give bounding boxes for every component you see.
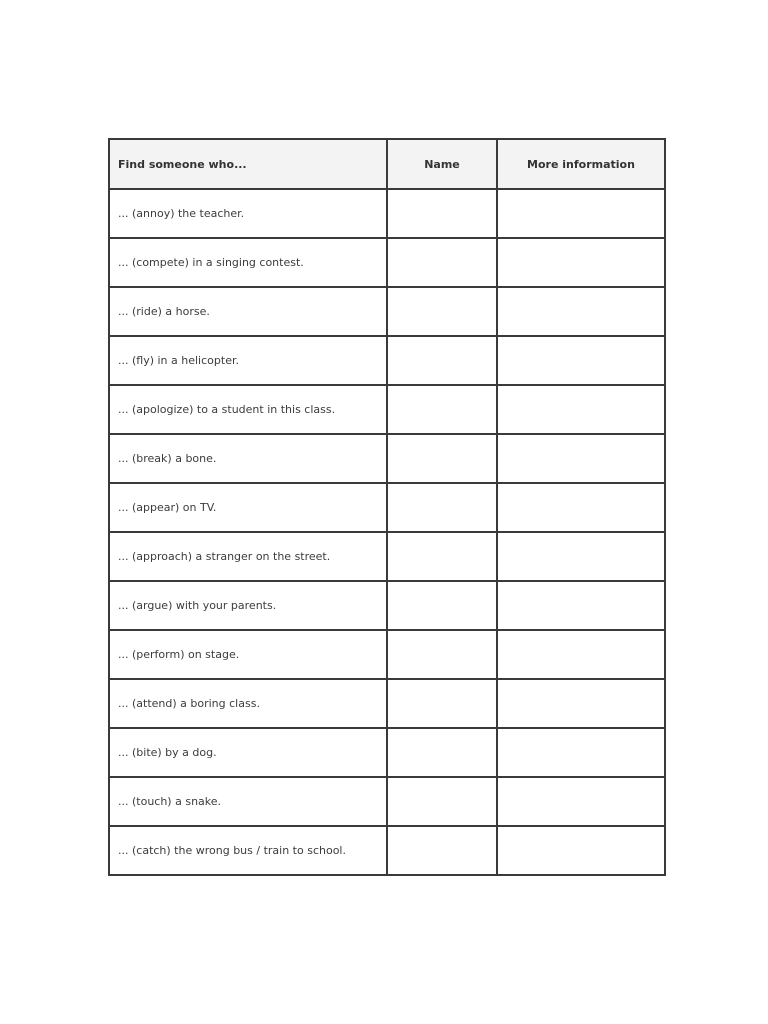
more-information-cell[interactable] <box>497 728 665 777</box>
table-row <box>109 777 665 826</box>
header-name: Name <box>387 139 497 189</box>
name-cell[interactable] <box>387 630 497 679</box>
more-information-cell[interactable] <box>497 385 665 434</box>
table-row <box>109 826 665 875</box>
more-information-cell[interactable] <box>497 826 665 875</box>
more-information-cell[interactable] <box>497 679 665 728</box>
prompt-cell: ... (touch) a snake. <box>109 777 387 826</box>
header-prompt: Find someone who... <box>109 139 387 189</box>
more-information-cell[interactable] <box>497 287 665 336</box>
name-cell[interactable] <box>387 679 497 728</box>
table-row <box>109 581 665 630</box>
prompt-cell: ... (annoy) the teacher. <box>109 189 387 238</box>
name-cell[interactable] <box>387 777 497 826</box>
prompt-cell: ... (perform) on stage. <box>109 630 387 679</box>
more-information-cell[interactable] <box>497 581 665 630</box>
table-row <box>109 728 665 777</box>
prompt-cell: ... (bite) by a dog. <box>109 728 387 777</box>
name-cell[interactable] <box>387 238 497 287</box>
prompt-cell: ... (attend) a boring class. <box>109 679 387 728</box>
name-cell[interactable] <box>387 189 497 238</box>
table-body <box>109 189 665 875</box>
prompt-cell: ... (break) a bone. <box>109 434 387 483</box>
name-cell[interactable] <box>387 826 497 875</box>
prompt-cell: ... (compete) in a singing contest. <box>109 238 387 287</box>
name-cell[interactable] <box>387 287 497 336</box>
table-row <box>109 189 665 238</box>
more-information-cell[interactable] <box>497 189 665 238</box>
table-row <box>109 532 665 581</box>
name-cell[interactable] <box>387 532 497 581</box>
prompt-cell: ... (fly) in a helicopter. <box>109 336 387 385</box>
prompt-cell: ... (appear) on TV. <box>109 483 387 532</box>
table-row <box>109 434 665 483</box>
name-cell[interactable] <box>387 483 497 532</box>
prompt-cell: ... (approach) a stranger on the street. <box>109 532 387 581</box>
more-information-cell[interactable] <box>497 336 665 385</box>
table-row <box>109 287 665 336</box>
table-row <box>109 679 665 728</box>
name-cell[interactable] <box>387 336 497 385</box>
table-row <box>109 385 665 434</box>
table-row <box>109 483 665 532</box>
name-cell[interactable] <box>387 434 497 483</box>
prompt-cell: ... (apologize) to a student in this class. <box>109 385 387 434</box>
find-someone-who-table <box>108 138 666 876</box>
header-more-information: More information <box>497 139 665 189</box>
header-row <box>109 139 665 189</box>
table-row <box>109 238 665 287</box>
more-information-cell[interactable] <box>497 238 665 287</box>
more-information-cell[interactable] <box>497 483 665 532</box>
table-row <box>109 336 665 385</box>
table-header <box>109 139 665 189</box>
name-cell[interactable] <box>387 581 497 630</box>
prompt-cell: ... (ride) a horse. <box>109 287 387 336</box>
name-cell[interactable] <box>387 728 497 777</box>
prompt-cell: ... (argue) with your parents. <box>109 581 387 630</box>
more-information-cell[interactable] <box>497 777 665 826</box>
more-information-cell[interactable] <box>497 532 665 581</box>
table-row <box>109 630 665 679</box>
more-information-cell[interactable] <box>497 434 665 483</box>
name-cell[interactable] <box>387 385 497 434</box>
more-information-cell[interactable] <box>497 630 665 679</box>
prompt-cell: ... (catch) the wrong bus / train to school. <box>109 826 387 875</box>
